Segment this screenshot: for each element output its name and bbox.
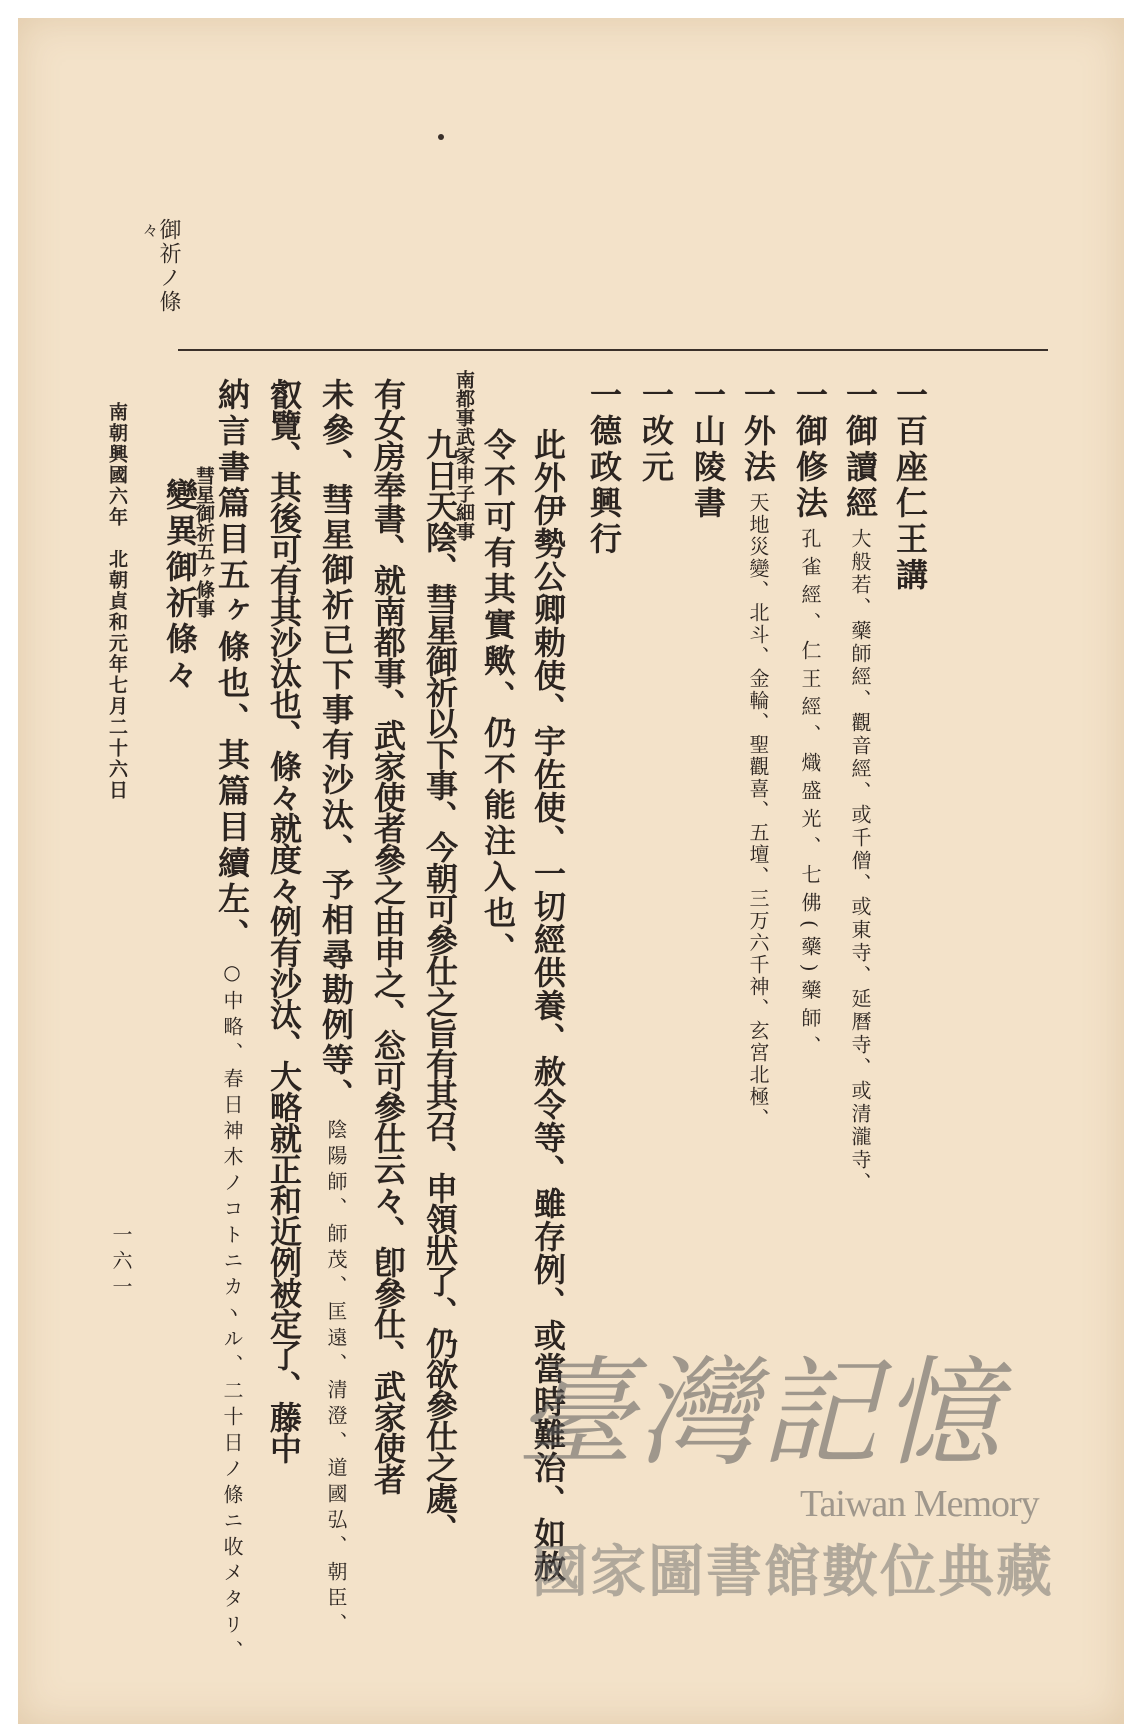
item-note: 大般若、藥師經、觀音經、或千僧、或東寺、延曆寺、或清瀧寺、 (848, 528, 872, 1195)
watermark-logo: 臺灣記憶 (516, 1344, 1005, 1482)
footer-date (106, 402, 128, 801)
body-line-8 (162, 478, 198, 694)
item-2 (842, 378, 878, 1195)
page-number (110, 1224, 132, 1302)
item-main: 一山陵書 (689, 378, 727, 522)
item-7 (586, 378, 622, 558)
body-note: 陰陽師、師茂、匡遠、清澄、道國弘、朝臣、 (324, 1119, 348, 1639)
body-main: 九日天陰、彗星御祈以下事、今朝可參仕之旨有其召、申領狀了、仍欲參仕之處、 (421, 428, 459, 1544)
ink-dot (438, 134, 444, 140)
body-note: ○中略、春日神木ノコトニカヽル、二十日ノ條ニ收メタリ、 (220, 960, 244, 1666)
page (18, 18, 1124, 1724)
watermark-english: Taiwan Memory (800, 1483, 1039, 1525)
body-line-6 (266, 378, 302, 1463)
margin-note-line2: 々 (140, 222, 159, 240)
item-5 (690, 378, 726, 522)
margin-note-line1: 御祈ノ條 (156, 218, 181, 314)
item-main: 一百座仁王講 (891, 378, 929, 594)
body-line-3 (422, 428, 458, 1544)
body-main: 叡覽、其後可有其沙汰也、條々就度々例有沙汰、大略就正和近例被定了、藤中 (265, 378, 303, 1463)
body-main: 此外伊勢公卿勅使、宇佐使、一切經供養、赦令等、雖存例、或當時難治、如赦 (529, 428, 567, 1583)
item-note: 孔雀經、仁王經、熾盛光、七佛(藥)藥師、 (798, 528, 822, 1064)
body-main: 納言書篇目五ヶ條也、其篇目續左、 (213, 378, 251, 954)
item-main: 一改元 (637, 378, 675, 486)
margin-note-cont (138, 222, 161, 240)
item-main: 一御修法 (791, 378, 829, 522)
item-main: 一德政興行 (585, 378, 623, 558)
item-3 (792, 378, 828, 1064)
body-line-2 (480, 428, 516, 968)
sub-heading-text: 彗星御祈五ヶ條事 (193, 466, 215, 618)
item-note: 天地災變、北斗、金輪、聖觀喜、五壇、三万六千神、玄宮北極、 (746, 492, 770, 1130)
item-1 (892, 378, 928, 600)
page-number-text: 一六一 (109, 1224, 133, 1302)
inline-heading-text: 南都事武家申子細事 (453, 370, 475, 541)
item-6 (638, 378, 674, 486)
body-main: 變異御祈條々 (161, 478, 199, 694)
body-line-7 (214, 378, 250, 1666)
item-main: 一御讀經 (841, 378, 879, 522)
watermark-library: 國家圖書館數位典藏 (532, 1540, 1054, 1605)
body-line-5 (318, 378, 354, 1639)
body-main: 未參、彗星御祈已下事有沙汰、予相尋勘例等、 (317, 378, 355, 1113)
item-main: 一外法 (739, 378, 777, 486)
body-main: 有女房奉書、就南都事、武家使者參之由申之、忩可參仕云々、卽參仕、武家使者 (369, 378, 407, 1494)
footer-date-text: 南朝興國六年 北朝貞和元年七月二十六日 (106, 402, 128, 801)
header-rule (178, 349, 1048, 351)
body-main: 令不可有其實歟、仍不能注入也、 (479, 428, 517, 968)
item-4 (740, 378, 776, 1130)
body-line-4 (370, 378, 406, 1494)
